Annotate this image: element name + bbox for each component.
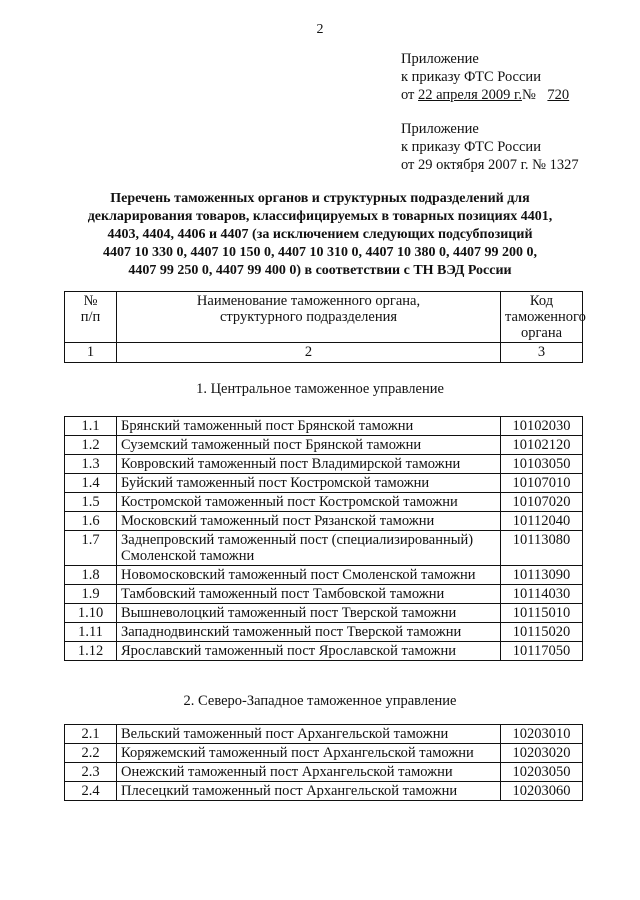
row-number: 1.10 (65, 604, 117, 623)
document-title (60, 190, 580, 280)
section-table (64, 724, 583, 801)
row-number: 1.1 (65, 417, 117, 436)
appendix-label: Приложение (401, 51, 479, 67)
customs-code: 10115010 (501, 604, 583, 623)
customs-code: 10113090 (501, 566, 583, 585)
customs-code: 10117050 (501, 642, 583, 661)
table-row (65, 512, 583, 531)
header-code: Код таможенного органа (501, 292, 583, 343)
column-index: 1 (65, 343, 117, 363)
column-index: 3 (501, 343, 583, 363)
appendix-date-line (401, 86, 583, 104)
customs-code: 10107010 (501, 474, 583, 493)
section-table (64, 416, 583, 661)
table-row (65, 725, 583, 744)
appendix-date: 22 апреля 2009 г. (418, 87, 522, 103)
title-line: 4403, 4404, 4406 и 4407 (за исключением следующих подсубпозиций (107, 227, 533, 242)
table-row (65, 744, 583, 763)
row-number: 1.11 (65, 623, 117, 642)
appendix-date-prefix: от (401, 87, 415, 103)
section-title: 1. Центральное таможенное управление (196, 381, 444, 397)
table-row (65, 763, 583, 782)
title-line: декларирования товаров, классифицируемых в товарных позициях 4401, (87, 209, 553, 224)
customs-code: 10103050 (501, 455, 583, 474)
customs-code: 10112040 (501, 512, 583, 531)
table-row (65, 493, 583, 512)
customs-post-name: Вышневолоцкий таможенный пост Тверской таможни (117, 604, 501, 623)
table-row (65, 436, 583, 455)
table-row (65, 782, 583, 801)
row-number: 1.9 (65, 585, 117, 604)
row-number: 1.3 (65, 455, 117, 474)
table-row (65, 642, 583, 661)
customs-post-name: Брянский таможенный пост Брянской таможни (117, 417, 501, 436)
customs-post-name: Вельский таможенный пост Архангельской таможни (117, 725, 501, 744)
row-number: 1.6 (65, 512, 117, 531)
row-number: 1.2 (65, 436, 117, 455)
customs-post-name: Ковровский таможенный пост Владимирской таможни (117, 455, 501, 474)
table-row (65, 566, 583, 585)
customs-code: 10114030 (501, 585, 583, 604)
customs-code: 10102120 (501, 436, 583, 455)
table-row (65, 531, 583, 566)
title-line: 4407 10 330 0, 4407 10 150 0, 4407 10 310 0, 4407 10 380 0, 4407 99 200 0, (103, 245, 537, 260)
table-row (65, 604, 583, 623)
customs-post-name: Западнодвинский таможенный пост Тверской таможни (117, 623, 501, 642)
appendix-date-line: от 29 октября 2007 г. № 1327 (401, 157, 579, 173)
table-row (65, 474, 583, 493)
row-number: 1.7 (65, 531, 117, 566)
row-number: 2.3 (65, 763, 117, 782)
customs-post-name: Заднепровский таможенный пост (специализированный) Смоленской таможни (117, 531, 501, 566)
table-row (65, 455, 583, 474)
customs-code: 10113080 (501, 531, 583, 566)
table-row (65, 585, 583, 604)
row-number: 2.1 (65, 725, 117, 744)
customs-code: 10102030 (501, 417, 583, 436)
appendix-label: Приложение (401, 121, 479, 137)
table-row (65, 417, 583, 436)
header-number: № п/п (65, 292, 117, 343)
appendix-block-current (401, 50, 583, 104)
customs-post-name: Онежский таможенный пост Архангельской таможни (117, 763, 501, 782)
section-title: 2. Северо-Западное таможенное управление (183, 693, 457, 709)
customs-post-name: Тамбовский таможенный пост Тамбовской таможни (117, 585, 501, 604)
customs-post-name: Коряжемский таможенный пост Архангельской таможни (117, 744, 501, 763)
appendix-order-ref: к приказу ФТС России (401, 139, 541, 155)
appendix-order-ref: к приказу ФТС России (401, 69, 541, 85)
header-name: Наименование таможенного органа, структурного подразделения (117, 292, 501, 343)
appendix-number: 720 (547, 87, 570, 103)
customs-code: 10203050 (501, 763, 583, 782)
customs-code: 10203010 (501, 725, 583, 744)
appendix-block-original (401, 120, 579, 174)
customs-post-name: Суземский таможенный пост Брянской таможни (117, 436, 501, 455)
row-number: 1.5 (65, 493, 117, 512)
table-row (65, 623, 583, 642)
customs-code: 10203060 (501, 782, 583, 801)
customs-code: 10203020 (501, 744, 583, 763)
customs-post-name: Московский таможенный пост Рязанской таможни (117, 512, 501, 531)
customs-post-name: Ярославский таможенный пост Ярославской таможни (117, 642, 501, 661)
customs-post-name: Новомосковский таможенный пост Смоленской таможни (117, 566, 501, 585)
appendix-number-label: № (521, 87, 536, 103)
customs-post-name: Плесецкий таможенный пост Архангельской таможни (117, 782, 501, 801)
customs-post-name: Костромской таможенный пост Костромской таможни (117, 493, 501, 512)
title-line: Перечень таможенных органов и структурных подразделений для (110, 191, 530, 206)
row-number: 2.4 (65, 782, 117, 801)
row-number: 1.8 (65, 566, 117, 585)
title-line: 4407 99 250 0, 4407 99 400 0) в соответствии с ТН ВЭД России (128, 263, 512, 278)
row-number: 1.12 (65, 642, 117, 661)
table-header (64, 291, 586, 363)
row-number: 2.2 (65, 744, 117, 763)
customs-code: 10107020 (501, 493, 583, 512)
column-index: 2 (117, 343, 501, 363)
customs-post-name: Буйский таможенный пост Костромской таможни (117, 474, 501, 493)
page-number: 2 (316, 22, 324, 37)
customs-code: 10115020 (501, 623, 583, 642)
row-number: 1.4 (65, 474, 117, 493)
